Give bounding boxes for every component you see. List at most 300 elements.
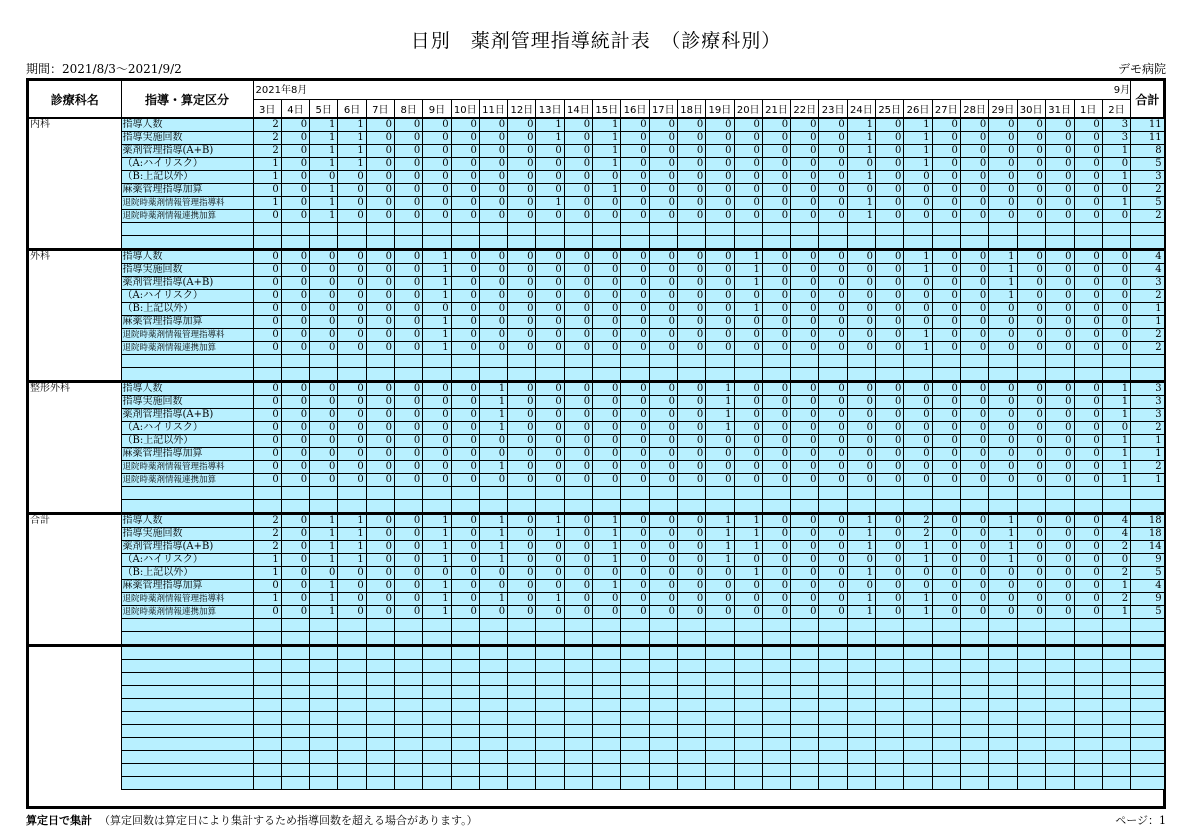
blank-cell bbox=[960, 500, 988, 514]
day-value-cell: 0 bbox=[706, 277, 734, 290]
blank-cell bbox=[1131, 673, 1164, 686]
day-value-cell: 0 bbox=[960, 528, 988, 541]
day-value-cell: 0 bbox=[479, 250, 507, 264]
day-value-cell: 0 bbox=[762, 448, 790, 461]
day-value-cell: 0 bbox=[1074, 382, 1102, 396]
day-value-cell: 0 bbox=[932, 382, 960, 396]
blank-cell bbox=[847, 673, 875, 686]
blank-cell bbox=[734, 777, 762, 790]
day-value-cell: 0 bbox=[621, 329, 649, 342]
day-value-cell: 0 bbox=[564, 290, 592, 303]
day-value-cell: 0 bbox=[819, 316, 847, 329]
day-value-cell: 0 bbox=[819, 210, 847, 223]
blank-cell bbox=[819, 686, 847, 699]
blank-cell bbox=[1102, 725, 1130, 738]
blank-cell bbox=[621, 368, 649, 382]
blank-cell bbox=[508, 686, 536, 699]
day-value-cell: 0 bbox=[1074, 250, 1102, 264]
day-value-cell: 0 bbox=[734, 580, 762, 593]
day-value-cell: 0 bbox=[564, 593, 592, 606]
day-value-cell: 0 bbox=[451, 461, 479, 474]
day-value-cell: 0 bbox=[1102, 316, 1130, 329]
day-value-cell: 0 bbox=[819, 528, 847, 541]
day-value-cell: 0 bbox=[1017, 250, 1045, 264]
day-value-cell: 2 bbox=[253, 541, 281, 554]
blank-cell bbox=[1045, 660, 1074, 673]
blank-cell bbox=[762, 777, 790, 790]
day-value-cell: 0 bbox=[904, 567, 932, 580]
day-value-cell: 0 bbox=[819, 197, 847, 210]
blank-cell bbox=[593, 368, 621, 382]
table-row bbox=[29, 132, 1164, 145]
day-value-cell: 1 bbox=[1102, 606, 1130, 619]
day-value-cell: 0 bbox=[621, 422, 649, 435]
day-value-cell: 0 bbox=[508, 277, 536, 290]
category-label: 指導実施回数 bbox=[121, 528, 253, 541]
table-row bbox=[29, 435, 1164, 448]
blank-cell bbox=[904, 764, 932, 777]
day-value-cell: 0 bbox=[1017, 118, 1045, 132]
day-value-cell: 0 bbox=[649, 461, 677, 474]
day-value-cell: 1 bbox=[536, 118, 564, 132]
blank-cell bbox=[310, 725, 338, 738]
category-label: 薬剤管理指導(A+B) bbox=[121, 409, 253, 422]
day-value-cell: 0 bbox=[847, 290, 875, 303]
empty-row bbox=[29, 725, 1164, 738]
day-value-cell: 0 bbox=[847, 329, 875, 342]
blank-cell bbox=[819, 764, 847, 777]
day-value-cell: 0 bbox=[621, 448, 649, 461]
blank-cell bbox=[762, 764, 790, 777]
day-value-cell: 0 bbox=[621, 264, 649, 277]
day-header: 6日 bbox=[338, 100, 366, 119]
day-value-cell: 0 bbox=[621, 514, 649, 528]
day-value-cell: 0 bbox=[593, 409, 621, 422]
day-value-cell: 0 bbox=[508, 528, 536, 541]
day-value-cell: 0 bbox=[621, 528, 649, 541]
blank-cell bbox=[281, 487, 309, 500]
blank-cell bbox=[847, 751, 875, 764]
day-value-cell: 0 bbox=[932, 303, 960, 316]
blank-cell bbox=[451, 236, 479, 250]
day-value-cell: 0 bbox=[593, 474, 621, 487]
blank-cell bbox=[366, 751, 394, 764]
day-value-cell: 0 bbox=[734, 606, 762, 619]
blank-cell bbox=[451, 223, 479, 236]
day-value-cell: 1 bbox=[904, 264, 932, 277]
blank-cell bbox=[536, 236, 564, 250]
day-value-cell: 0 bbox=[989, 118, 1017, 132]
day-value-cell: 1 bbox=[593, 528, 621, 541]
day-value-cell: 0 bbox=[479, 290, 507, 303]
blank-cell bbox=[734, 487, 762, 500]
day-value-cell: 0 bbox=[847, 250, 875, 264]
day-value-cell: 0 bbox=[762, 303, 790, 316]
day-value-cell: 0 bbox=[960, 461, 988, 474]
blank-cell bbox=[1045, 751, 1074, 764]
blank-cell bbox=[932, 751, 960, 764]
day-value-cell: 0 bbox=[366, 210, 394, 223]
day-value-cell: 0 bbox=[1045, 541, 1074, 554]
day-header: 15日 bbox=[593, 100, 621, 119]
blank-cell bbox=[1131, 632, 1164, 646]
row-total-cell: 1 bbox=[1131, 303, 1164, 316]
day-value-cell: 0 bbox=[423, 409, 451, 422]
empty-dept-cell bbox=[29, 699, 121, 712]
blank-cell bbox=[451, 368, 479, 382]
day-value-cell: 0 bbox=[508, 184, 536, 197]
blank-cell bbox=[564, 725, 592, 738]
day-value-cell: 0 bbox=[847, 435, 875, 448]
category-label: （B:上記以外） bbox=[121, 435, 253, 448]
blank-cell bbox=[989, 500, 1017, 514]
blank-row bbox=[29, 619, 1164, 632]
blank-cell bbox=[932, 487, 960, 500]
blank-cell bbox=[1102, 355, 1130, 368]
category-label: 退院時薬剤情報管理指導料 bbox=[121, 461, 253, 474]
day-value-cell: 0 bbox=[989, 593, 1017, 606]
blank-cell bbox=[281, 777, 309, 790]
table-row bbox=[29, 396, 1164, 409]
blank-cell bbox=[451, 355, 479, 368]
day-value-cell: 0 bbox=[819, 409, 847, 422]
day-value-cell: 0 bbox=[536, 448, 564, 461]
blank-cell bbox=[621, 712, 649, 725]
category-label: 退院時薬剤情報連携加算 bbox=[121, 342, 253, 355]
blank-cell bbox=[564, 368, 592, 382]
day-value-cell: 1 bbox=[338, 118, 366, 132]
day-value-cell: 0 bbox=[564, 541, 592, 554]
day-value-cell: 0 bbox=[791, 329, 819, 342]
day-value-cell: 0 bbox=[1017, 580, 1045, 593]
blank-cell bbox=[1131, 487, 1164, 500]
blank-cell bbox=[394, 223, 422, 236]
blank-cell bbox=[734, 712, 762, 725]
day-value-cell: 0 bbox=[508, 422, 536, 435]
day-value-cell: 2 bbox=[904, 514, 932, 528]
blank-cell bbox=[1045, 673, 1074, 686]
row-total-cell: 4 bbox=[1131, 250, 1164, 264]
day-value-cell: 0 bbox=[451, 435, 479, 448]
blank-cell bbox=[819, 673, 847, 686]
day-value-cell: 0 bbox=[1074, 422, 1102, 435]
day-value-cell: 0 bbox=[876, 184, 904, 197]
blank-cell bbox=[706, 632, 734, 646]
day-value-cell: 0 bbox=[1074, 606, 1102, 619]
day-value-cell: 0 bbox=[394, 396, 422, 409]
blank-cell bbox=[1102, 236, 1130, 250]
day-value-cell: 0 bbox=[989, 474, 1017, 487]
day-value-cell: 0 bbox=[253, 396, 281, 409]
day-value-cell: 0 bbox=[1045, 342, 1074, 355]
blank-cell bbox=[649, 725, 677, 738]
day-value-cell: 0 bbox=[621, 382, 649, 396]
day-header: 28日 bbox=[960, 100, 988, 119]
blank-cell bbox=[1045, 699, 1074, 712]
day-value-cell: 0 bbox=[508, 145, 536, 158]
day-value-cell: 0 bbox=[989, 197, 1017, 210]
blank-cell bbox=[960, 673, 988, 686]
day-value-cell: 0 bbox=[819, 250, 847, 264]
blank-cell bbox=[1131, 764, 1164, 777]
blank-cell bbox=[706, 619, 734, 632]
day-value-cell: 0 bbox=[932, 409, 960, 422]
day-value-cell: 1 bbox=[734, 528, 762, 541]
day-value-cell: 0 bbox=[593, 342, 621, 355]
blank-cell bbox=[451, 712, 479, 725]
day-value-cell: 0 bbox=[1045, 514, 1074, 528]
row-total-cell: 1 bbox=[1131, 448, 1164, 461]
day-value-cell: 1 bbox=[706, 422, 734, 435]
blank-cell bbox=[536, 686, 564, 699]
blank-cell bbox=[904, 712, 932, 725]
blank-cell bbox=[791, 699, 819, 712]
dept-name: 整形外科 bbox=[29, 382, 121, 514]
day-value-cell: 0 bbox=[649, 606, 677, 619]
day-value-cell: 0 bbox=[932, 171, 960, 184]
day-value-cell: 1 bbox=[989, 277, 1017, 290]
day-value-cell: 0 bbox=[989, 580, 1017, 593]
blank-cell bbox=[649, 500, 677, 514]
day-value-cell: 1 bbox=[310, 158, 338, 171]
day-value-cell: 0 bbox=[310, 396, 338, 409]
day-value-cell: 0 bbox=[508, 132, 536, 145]
day-value-cell: 0 bbox=[1045, 606, 1074, 619]
day-value-cell: 0 bbox=[876, 606, 904, 619]
blank-cell bbox=[876, 223, 904, 236]
day-value-cell: 0 bbox=[253, 461, 281, 474]
blank-cell bbox=[451, 646, 479, 660]
blank-cell bbox=[819, 223, 847, 236]
day-value-cell: 0 bbox=[989, 448, 1017, 461]
day-value-cell: 1 bbox=[734, 514, 762, 528]
day-value-cell: 0 bbox=[762, 277, 790, 290]
blank-cell bbox=[394, 712, 422, 725]
day-value-cell: 1 bbox=[253, 171, 281, 184]
blank-cell bbox=[1131, 500, 1164, 514]
day-value-cell: 0 bbox=[593, 316, 621, 329]
day-value-cell: 1 bbox=[904, 329, 932, 342]
blank-cell bbox=[1045, 355, 1074, 368]
day-value-cell: 0 bbox=[451, 409, 479, 422]
day-value-cell: 0 bbox=[649, 303, 677, 316]
day-value-cell: 0 bbox=[1074, 554, 1102, 567]
day-value-cell: 1 bbox=[904, 342, 932, 355]
day-value-cell: 0 bbox=[876, 435, 904, 448]
blank-cell bbox=[536, 487, 564, 500]
day-value-cell: 0 bbox=[932, 277, 960, 290]
category-label: 指導人数 bbox=[121, 514, 253, 528]
day-value-cell: 0 bbox=[706, 316, 734, 329]
day-value-cell: 1 bbox=[904, 554, 932, 567]
day-value-cell: 0 bbox=[593, 250, 621, 264]
blank-cell bbox=[536, 619, 564, 632]
day-value-cell: 0 bbox=[706, 435, 734, 448]
blank-cell bbox=[1131, 646, 1164, 660]
blank-cell bbox=[121, 487, 253, 500]
day-value-cell: 0 bbox=[366, 342, 394, 355]
blank-cell bbox=[1017, 223, 1045, 236]
blank-cell bbox=[876, 751, 904, 764]
day-value-cell: 0 bbox=[1074, 132, 1102, 145]
day-value-cell: 0 bbox=[706, 145, 734, 158]
day-value-cell: 0 bbox=[904, 435, 932, 448]
day-value-cell: 0 bbox=[791, 158, 819, 171]
day-value-cell: 0 bbox=[451, 396, 479, 409]
day-value-cell: 0 bbox=[253, 422, 281, 435]
day-value-cell: 0 bbox=[1074, 528, 1102, 541]
day-value-cell: 1 bbox=[706, 554, 734, 567]
day-value-cell: 0 bbox=[536, 277, 564, 290]
blank-cell bbox=[564, 751, 592, 764]
blank-cell bbox=[762, 236, 790, 250]
day-value-cell: 0 bbox=[960, 316, 988, 329]
day-value-cell: 0 bbox=[508, 567, 536, 580]
blank-cell bbox=[1045, 487, 1074, 500]
blank-cell bbox=[1074, 712, 1102, 725]
day-value-cell: 0 bbox=[762, 541, 790, 554]
day-value-cell: 0 bbox=[791, 264, 819, 277]
day-value-cell: 0 bbox=[1102, 264, 1130, 277]
blank-cell bbox=[677, 368, 705, 382]
day-value-cell: 0 bbox=[876, 593, 904, 606]
day-value-cell: 0 bbox=[310, 422, 338, 435]
day-value-cell: 1 bbox=[904, 132, 932, 145]
day-value-cell: 0 bbox=[536, 554, 564, 567]
table-row bbox=[29, 606, 1164, 619]
blank-cell bbox=[310, 751, 338, 764]
day-value-cell: 1 bbox=[253, 554, 281, 567]
day-value-cell: 1 bbox=[310, 528, 338, 541]
blank-cell bbox=[932, 686, 960, 699]
day-value-cell: 0 bbox=[677, 606, 705, 619]
blank-cell bbox=[1074, 738, 1102, 751]
day-value-cell: 0 bbox=[451, 329, 479, 342]
table-row bbox=[29, 197, 1164, 210]
day-value-cell: 0 bbox=[960, 409, 988, 422]
blank-cell bbox=[960, 699, 988, 712]
day-value-cell: 0 bbox=[451, 303, 479, 316]
day-value-cell: 0 bbox=[847, 277, 875, 290]
day-value-cell: 0 bbox=[819, 541, 847, 554]
day-value-cell: 0 bbox=[621, 184, 649, 197]
day-value-cell: 0 bbox=[536, 250, 564, 264]
day-value-cell: 0 bbox=[1045, 422, 1074, 435]
blank-cell bbox=[876, 660, 904, 673]
day-value-cell: 0 bbox=[621, 409, 649, 422]
day-value-cell: 0 bbox=[423, 171, 451, 184]
day-value-cell: 0 bbox=[394, 264, 422, 277]
blank-cell bbox=[338, 355, 366, 368]
day-value-cell: 0 bbox=[451, 554, 479, 567]
day-value-cell: 0 bbox=[762, 158, 790, 171]
day-value-cell: 0 bbox=[904, 171, 932, 184]
day-value-cell: 0 bbox=[960, 118, 988, 132]
day-value-cell: 0 bbox=[677, 382, 705, 396]
blank-cell bbox=[932, 368, 960, 382]
blank-cell bbox=[253, 619, 281, 632]
day-value-cell: 2 bbox=[904, 528, 932, 541]
blank-cell bbox=[536, 725, 564, 738]
day-value-cell: 0 bbox=[394, 132, 422, 145]
day-value-cell: 0 bbox=[281, 606, 309, 619]
blank-cell bbox=[989, 764, 1017, 777]
blank-cell bbox=[536, 764, 564, 777]
day-value-cell: 1 bbox=[904, 250, 932, 264]
day-value-cell: 0 bbox=[479, 474, 507, 487]
blank-cell bbox=[876, 686, 904, 699]
blank-cell bbox=[1045, 500, 1074, 514]
blank-cell bbox=[677, 632, 705, 646]
day-value-cell: 0 bbox=[338, 171, 366, 184]
category-label: （B:上記以外） bbox=[121, 171, 253, 184]
row-total-cell: 11 bbox=[1131, 118, 1164, 132]
day-header: 23日 bbox=[819, 100, 847, 119]
day-value-cell: 0 bbox=[677, 250, 705, 264]
day-value-cell: 0 bbox=[960, 580, 988, 593]
blank-cell bbox=[762, 355, 790, 368]
day-value-cell: 0 bbox=[762, 197, 790, 210]
header-row-months bbox=[29, 81, 1164, 100]
day-value-cell: 0 bbox=[621, 290, 649, 303]
day-value-cell: 0 bbox=[819, 145, 847, 158]
blank-cell bbox=[876, 712, 904, 725]
table-row bbox=[29, 580, 1164, 593]
blank-cell bbox=[593, 646, 621, 660]
day-value-cell: 1 bbox=[253, 567, 281, 580]
day-value-cell: 0 bbox=[394, 145, 422, 158]
blank-cell bbox=[960, 686, 988, 699]
blank-row bbox=[29, 368, 1164, 382]
blank-cell bbox=[479, 712, 507, 725]
day-value-cell: 0 bbox=[677, 435, 705, 448]
blank-cell bbox=[876, 632, 904, 646]
day-value-cell: 2 bbox=[253, 514, 281, 528]
blank-cell bbox=[451, 619, 479, 632]
blank-cell bbox=[706, 646, 734, 660]
blank-cell bbox=[451, 751, 479, 764]
blank-cell bbox=[508, 725, 536, 738]
blank-cell bbox=[394, 751, 422, 764]
day-value-cell: 0 bbox=[791, 197, 819, 210]
day-value-cell: 0 bbox=[762, 528, 790, 541]
blank-cell bbox=[621, 236, 649, 250]
blank-row bbox=[29, 223, 1164, 236]
day-value-cell: 0 bbox=[762, 567, 790, 580]
blank-cell bbox=[989, 355, 1017, 368]
row-total-cell: 2 bbox=[1131, 461, 1164, 474]
day-value-cell: 0 bbox=[791, 250, 819, 264]
category-label: 指導人数 bbox=[121, 250, 253, 264]
day-value-cell: 0 bbox=[1017, 396, 1045, 409]
day-value-cell: 1 bbox=[479, 554, 507, 567]
day-value-cell: 1 bbox=[338, 132, 366, 145]
day-value-cell: 0 bbox=[960, 210, 988, 223]
day-value-cell: 0 bbox=[847, 580, 875, 593]
day-value-cell: 0 bbox=[649, 264, 677, 277]
day-value-cell: 0 bbox=[932, 474, 960, 487]
day-value-cell: 0 bbox=[479, 448, 507, 461]
day-value-cell: 0 bbox=[762, 593, 790, 606]
blank-cell bbox=[593, 699, 621, 712]
day-value-cell: 1 bbox=[847, 145, 875, 158]
day-header: 4日 bbox=[281, 100, 309, 119]
blank-cell bbox=[423, 619, 451, 632]
day-value-cell: 0 bbox=[734, 593, 762, 606]
day-value-cell: 0 bbox=[1074, 342, 1102, 355]
blank-cell bbox=[762, 619, 790, 632]
table-row bbox=[29, 303, 1164, 316]
